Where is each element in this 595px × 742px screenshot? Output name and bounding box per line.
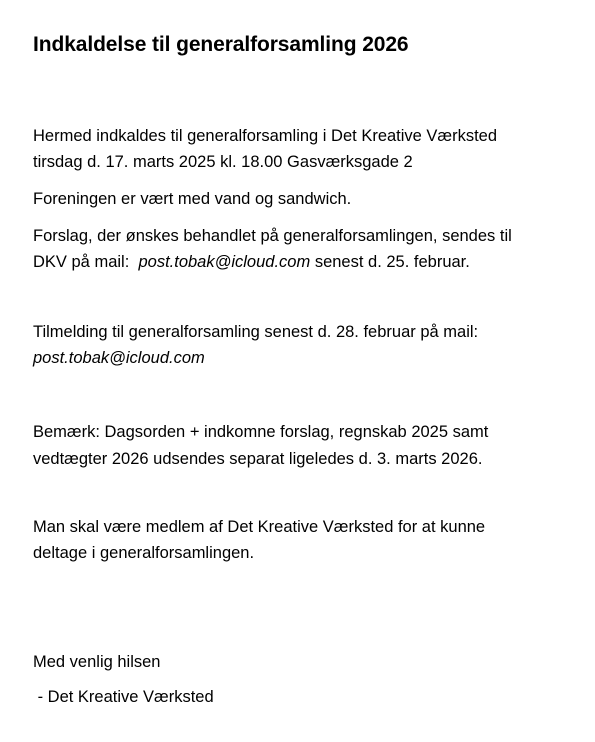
refreshments-line: Foreningen er vært med vand og sandwich.	[33, 190, 352, 208]
proposals-deadline: senest d. 25. februar.	[310, 253, 470, 271]
membership-line-2: deltage i generalforsamlingen.	[33, 544, 255, 562]
proposals-line-1: Forslag, der ønskes behandlet på generalforsamlingen, sendes til	[33, 227, 512, 245]
proposals-line-2	[33, 252, 470, 272]
closing-greeting: Med venlig hilsen	[33, 653, 161, 671]
invitation-line-1: Hermed indkaldes til generalforsamling i Det Kreative Værksted	[33, 127, 498, 145]
registration-email-link[interactable]: post.tobak@icloud.com	[33, 349, 205, 367]
invitation-line-2: tirsdag d. 17. marts 2025 kl. 18.00 Gasværksgade 2	[33, 153, 413, 171]
note-line-1: Bemærk: Dagsorden + indkomne forslag, regnskab 2025 samt	[33, 423, 489, 441]
membership-line-1: Man skal være medlem af Det Kreative Værksted for at kunne	[33, 518, 486, 536]
proposals-mail-prefix: DKV på mail:	[33, 253, 139, 271]
closing-signature: - Det Kreative Værksted	[33, 688, 214, 706]
registration-line-1: Tilmelding til generalforsamling senest d. 28. februar på mail:	[33, 323, 479, 341]
proposals-email-link[interactable]: post.tobak@icloud.com	[138, 253, 311, 271]
document-title: Indkaldelse til generalforsamling 2026	[33, 33, 409, 56]
note-line-2: vedtægter 2026 udsendes separat ligeledes d. 3. marts 2026.	[33, 450, 483, 468]
